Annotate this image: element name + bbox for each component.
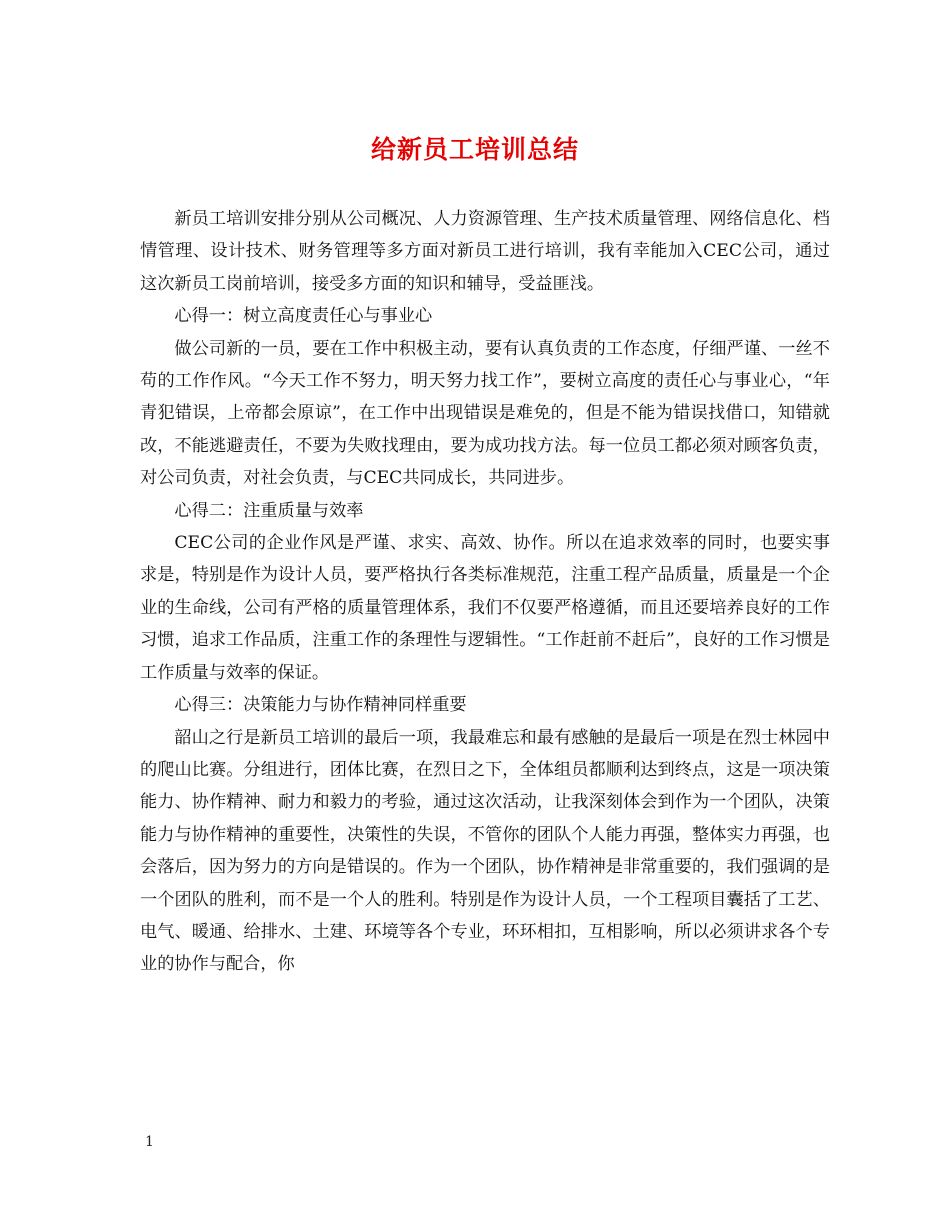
document-title: 给新员工培训总结 <box>370 135 579 164</box>
section-paragraph-1: 做公司新的一员，要在工作中积极主动，要有认真负责的工作态度，仔细严谨、一丝不苟的工作作风。“今天工作不努力，明天努力找工作”，要树立高度的责任心与事业心，“年青犯错误，上帝都会原谅”，在工作中出现错误是难免的，但是不能为错误找借口，知错就改，不能逃避责任，不要为失败找理由，要为成功找方法。每一位员工都必须对顾客负责，对公司负责，对社会负责，与CEC共同成长，共同进步。 <box>140 338 830 489</box>
section-paragraph-2: CEC公司的企业作风是严谨、求实、高效、协作。所以在追求效率的同时，也要实事求是，特别是作为设计人员，要严格执行各类标准规范，注重工程产品质量，质量是一个企业的生命线，公司有严格的质量管理体系，我们不仅要严格遵循，而且还要培养良好的工作习惯，追求工作品质，注重工作的条理性与逻辑性。“工作赶前不赶后”，良好的工作习惯是工作质量与效率的保证。 <box>140 533 830 683</box>
intro-paragraph: 新员工培训安排分别从公司概况、人力资源管理、生产技术质量管理、网络信息化、档情管理、设计技术、财务管理等多方面对新员工进行培训，我有幸能加入CEC公司，通过这次新员工岗前培训，接受多方面的知识和辅导，受益匪浅。 <box>140 209 830 294</box>
document-body <box>140 203 830 981</box>
section-heading-3: 心得三：决策能力与协作精神同样重要 <box>174 695 467 716</box>
page-number: 1 <box>145 1134 154 1150</box>
section-paragraph-3: 韶山之行是新员工培训的最后一项，我最难忘和最有感触的是最后一项是在烈士林园中的爬山比赛。分组进行，团体比赛，在烈日之下，全体组员都顺利达到终点，这是一项决策能力、协作精神、耐力和毅力的考验，通过这次活动，让我深刻体会到作为一个团队，决策能力与协作精神的重要性，决策性的失误，不管你的团队个人能力再强，整体实力再强，也会落后，因为努力的方向是错误的。作为一个团队，协作精神是非常重要的，我们强调的是一个团队的胜利，而不是一个人的胜利。特别是作为设计人员，一个工程项目囊括了工艺、电气、暖通、给排水、土建、环境等各个专业，环环相扣，互相影响，所以必须讲求各个专业的协作与配合，你 <box>140 727 830 975</box>
section-heading-2: 心得二：注重质量与效率 <box>174 500 364 521</box>
section-heading-1: 心得一：树立高度责任心与事业心 <box>174 306 433 327</box>
